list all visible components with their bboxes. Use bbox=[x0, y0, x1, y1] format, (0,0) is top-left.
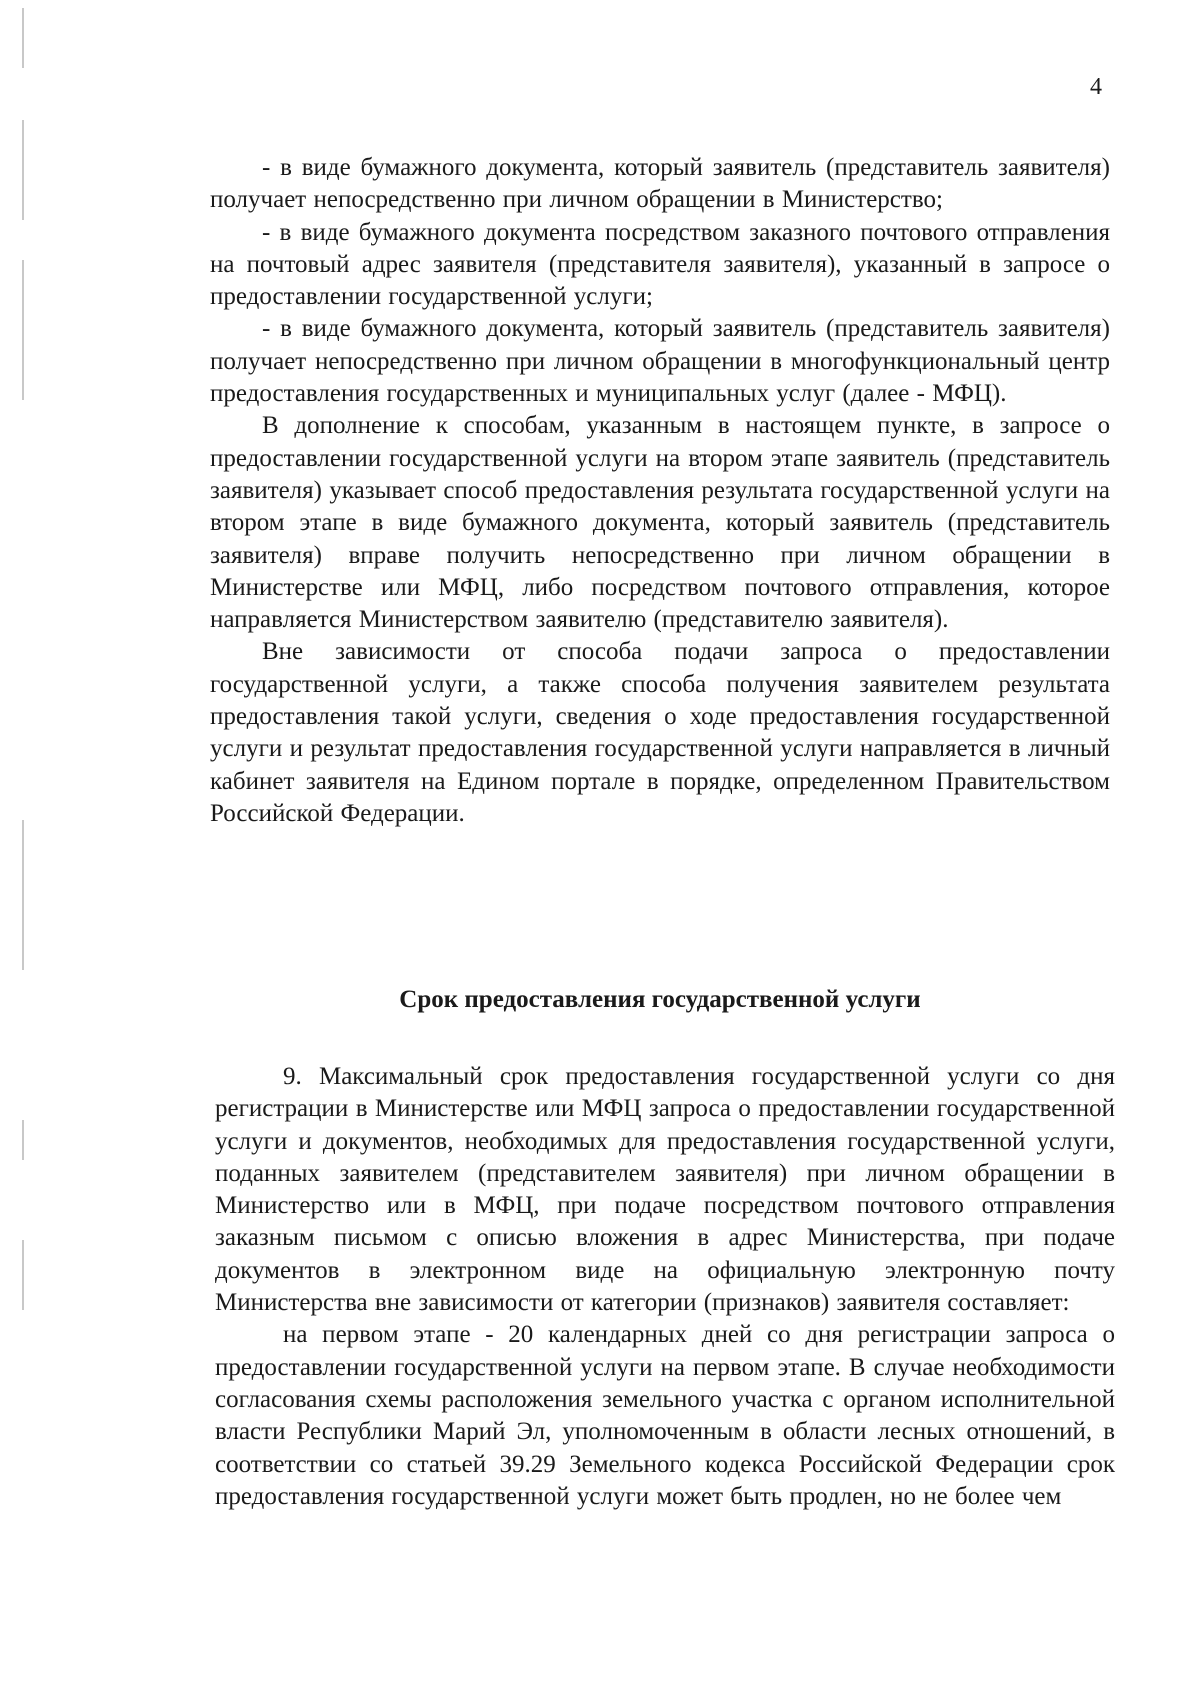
scan-edge-mark bbox=[22, 260, 24, 400]
section-heading: Срок предоставления государственной услуги bbox=[399, 986, 921, 1013]
paragraph: - в виде бумажного документа посредством заказного почтового отправления на почтовый адрес заявителя (представителя заявителя), указанный в запросе о предоставлении государственной услуги; bbox=[210, 218, 1110, 311]
page-number: 4 bbox=[1090, 74, 1102, 100]
paragraph: - в виде бумажного документа, который заявитель (представитель заявителя) получает непосредственно при личном обращении в многофункциональный центр предоставления государственных и муниципальных услуг (далее - МФЦ). bbox=[210, 315, 1110, 408]
paragraph: 9. Максимальный срок предоставления государственной услуги со дня регистрации в Министерстве или МФЦ запроса о предоставлении государственной услуги и документов, необходимых для предоставления государственной услуги, поданных заявителем (представителем заявителя) при личном обращении в Министерство или в МФЦ, при подаче посредством почтового отправления заказным письмом с описью вложения в адрес Министерства, при подаче документов в электронном виде на официальную электронную почту Министерства вне зависимости от категории (признаков) заявителя составляет: bbox=[215, 1063, 1115, 1317]
section-service-term bbox=[215, 1061, 1115, 1513]
paragraph: В дополнение к способам, указанным в настоящем пункте, в запросе о предоставлении государственной услуги на втором этапе заявитель (представитель заявителя) указывает способ предоставления результата государственной услуги на втором этапе в виде бумажного документа, который заявитель (представитель заявителя) вправе получить непосредственно при личном обращении в Министерстве или МФЦ, либо посредством почтового отправления, которое направляется Министерством заявителю (представителю заявителя). bbox=[210, 412, 1110, 634]
scan-edge-mark bbox=[22, 1240, 24, 1310]
scan-edge-mark bbox=[22, 8, 24, 68]
paragraph: - в виде бумажного документа, который заявитель (представитель заявителя) получает непосредственно при личном обращении в Министерство; bbox=[210, 154, 1110, 214]
section-delivery-methods bbox=[210, 152, 1110, 830]
paragraph: на первом этапе - 20 календарных дней со дня регистрации запроса о предоставлении государственной услуги на первом этапе. В случае необходимости согласования схемы расположения земельного участка с органом исполнительной власти Республики Марий Эл, уполномоченным в области лесных отношений, в соответствии со статьей 39.29 Земельного кодекса Российской Федерации срок предоставления государственной услуги может быть продлен, но не более чем bbox=[215, 1321, 1115, 1510]
paragraph: Вне зависимости от способа подачи запроса о предоставлении государственной услуги, а также способа получения заявителем результата предоставления такой услуги, сведения о ходе предоставления государственной услуги и результат предоставления государственной услуги направляется в личный кабинет заявителя на Едином портале в порядке, определенном Правительством Российской Федерации. bbox=[210, 638, 1110, 827]
scan-edge-mark bbox=[22, 820, 24, 970]
scan-edge-mark bbox=[22, 1120, 24, 1160]
scan-edge-mark bbox=[22, 120, 24, 220]
